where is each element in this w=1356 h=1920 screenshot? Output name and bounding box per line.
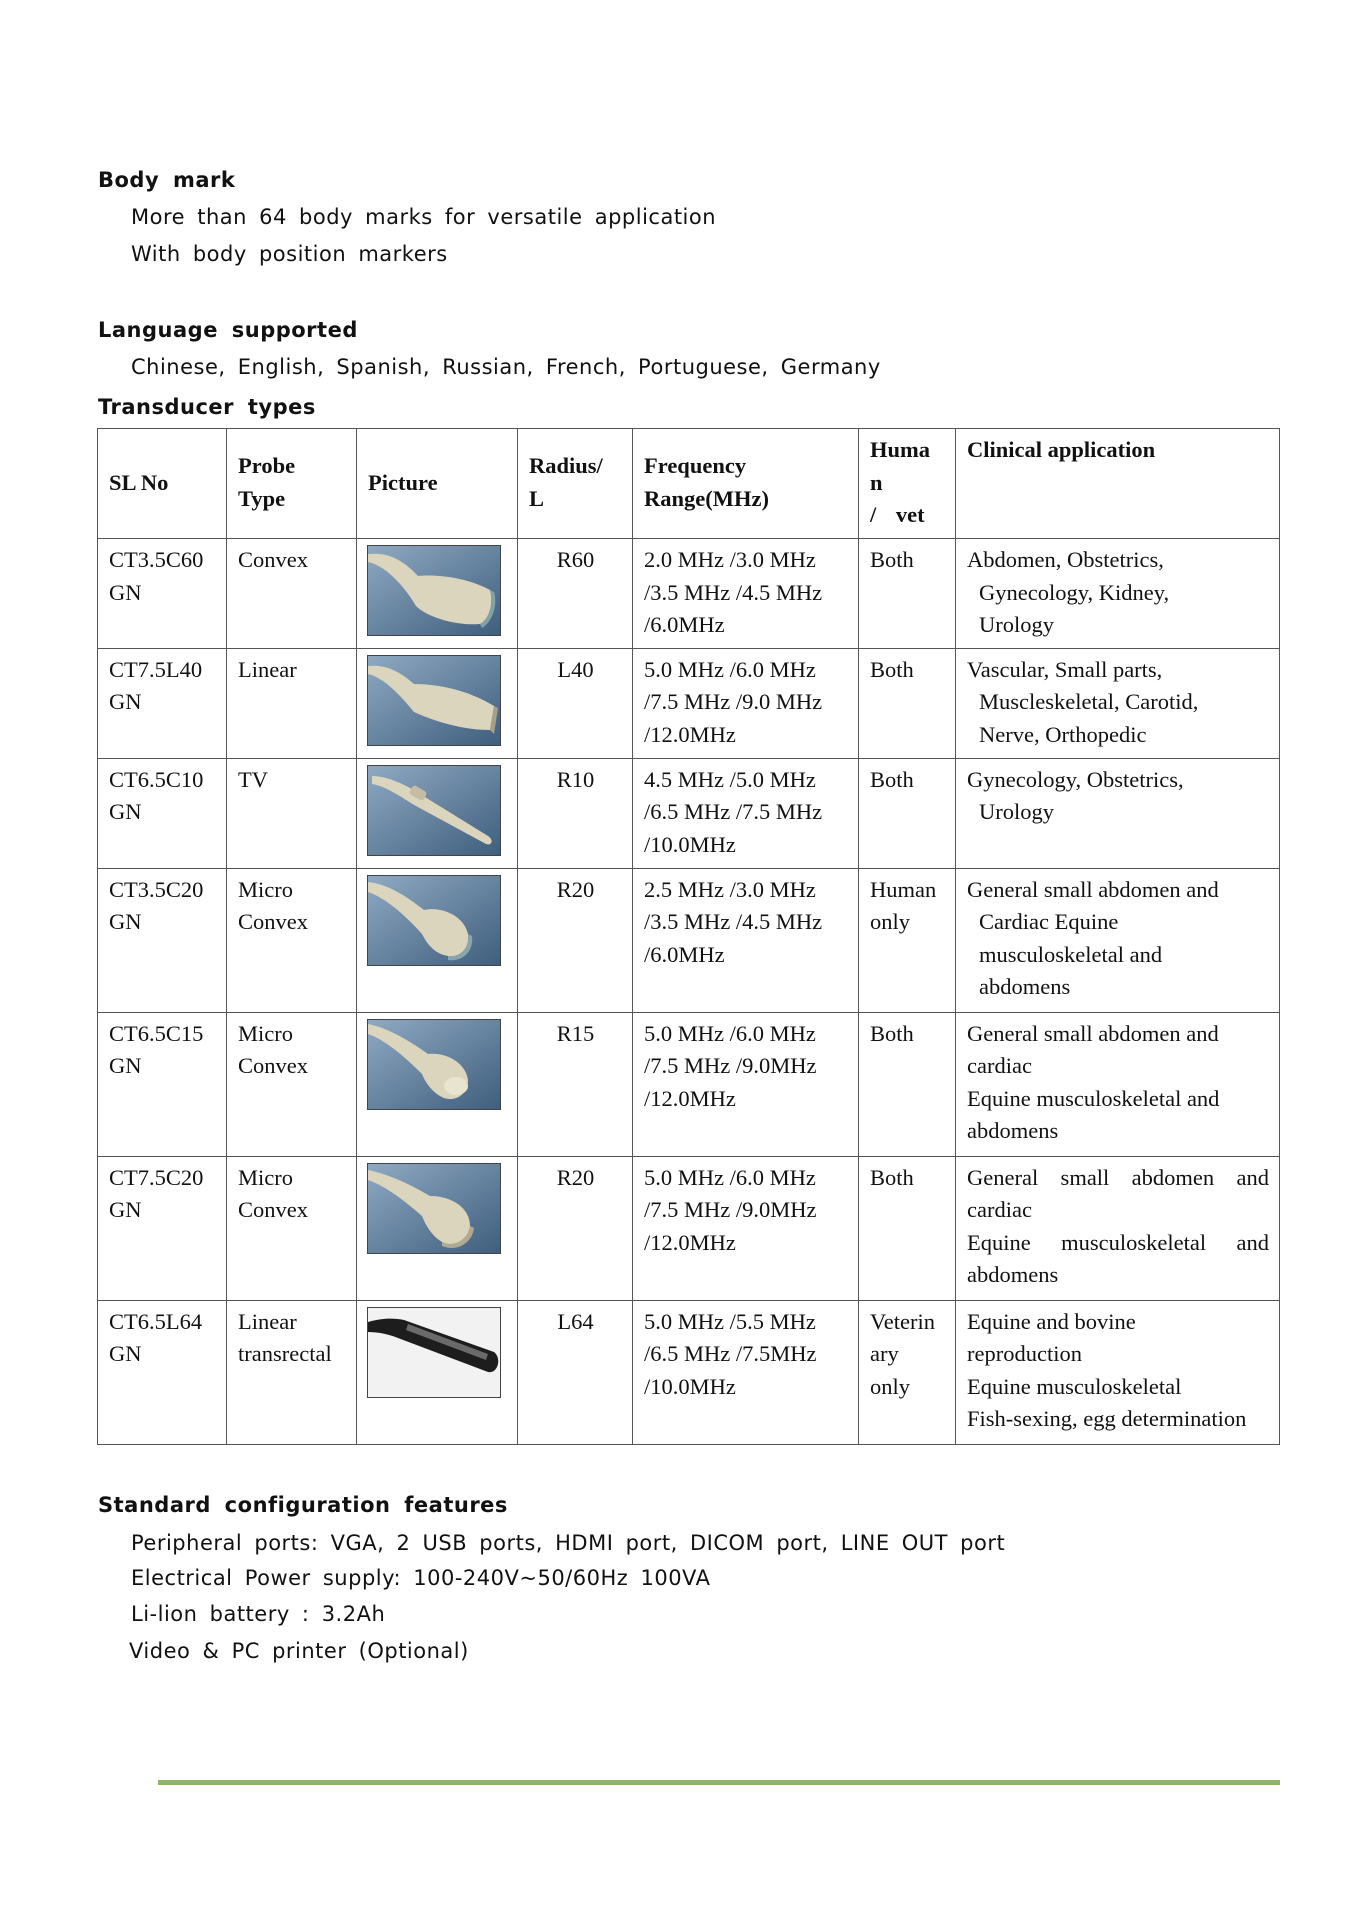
frequency-cell: 4.5 MHz /5.0 MHz /6.5 MHz /7.5 MHz /10.0MHz <box>633 758 859 868</box>
radius-cell: R20 <box>518 868 633 1012</box>
radius-cell: L40 <box>518 648 633 758</box>
sl-no-cell: CT7.5C20 GN <box>98 1156 227 1300</box>
table-header-row <box>98 429 1280 539</box>
radius-cell: L64 <box>518 1300 633 1444</box>
probe-type-cell: Micro Convex <box>227 1156 357 1300</box>
picture-cell <box>357 1156 518 1300</box>
header-radius: Radius/ L <box>518 429 633 539</box>
frequency-cell: 5.0 MHz /6.0 MHz /7.5 MHz /9.0MHz /12.0MHz <box>633 1156 859 1300</box>
probe-type-cell: Linear <box>227 648 357 758</box>
sl-no-cell: CT6.5C15 GN <box>98 1012 227 1156</box>
language-heading: Language supported <box>98 318 358 342</box>
micro-convex-probe-icon <box>367 1163 501 1254</box>
clinical-app-cell: General small abdomen and Cardiac Equine musculoskeletal and abdomens <box>956 868 1280 1012</box>
config-line-power: Electrical Power supply: 100-240V~50/60Hz 100VA <box>131 1566 711 1590</box>
radius-cell: R20 <box>518 1156 633 1300</box>
picture-cell <box>357 1300 518 1444</box>
usage-cell: Both <box>859 1012 956 1156</box>
table-row <box>98 538 1280 648</box>
header-sl-no: SL No <box>98 429 227 539</box>
sl-no-cell: CT7.5L40 GN <box>98 648 227 758</box>
table-row <box>98 868 1280 1012</box>
usage-cell: Both <box>859 1156 956 1300</box>
clinical-app-cell: Equine and bovine reproduction Equine musculoskeletal Fish-sexing, egg determination <box>956 1300 1280 1444</box>
usage-cell: Both <box>859 538 956 648</box>
transrectal-probe-icon <box>367 1307 501 1398</box>
sl-no-cell: CT6.5C10 GN <box>98 758 227 868</box>
clinical-app-cell: General small abdomen and cardiac Equine musculoskeletal and abdomens <box>956 1012 1280 1156</box>
linear-probe-icon <box>367 655 501 746</box>
convex-probe-icon <box>367 545 501 636</box>
picture-cell <box>357 758 518 868</box>
clinical-app-cell: Vascular, Small parts, Muscleskeletal, Carotid, Nerve, Orthopedic <box>956 648 1280 758</box>
body-mark-heading: Body mark <box>98 168 236 192</box>
language-line: Chinese, English, Spanish, Russian, French, Portuguese, Germany <box>131 355 881 379</box>
probe-type-cell: Convex <box>227 538 357 648</box>
clinical-app-cell: Abdomen, Obstetrics, Gynecology, Kidney, Urology <box>956 538 1280 648</box>
frequency-cell: 2.0 MHz /3.0 MHz /3.5 MHz /4.5 MHz /6.0MHz <box>633 538 859 648</box>
config-line-ports: Peripheral ports: VGA, 2 USB ports, HDMI port, DICOM port, LINE OUT port <box>131 1531 1006 1555</box>
frequency-cell: 5.0 MHz /5.5 MHz /6.5 MHz /7.5MHz /10.0MHz <box>633 1300 859 1444</box>
table-row <box>98 648 1280 758</box>
radius-cell: R15 <box>518 1012 633 1156</box>
probe-type-cell: Linear transrectal <box>227 1300 357 1444</box>
table-row <box>98 758 1280 868</box>
frequency-cell: 5.0 MHz /6.0 MHz /7.5 MHz /9.0 MHz /12.0MHz <box>633 648 859 758</box>
header-frequency: Frequency Range(MHz) <box>633 429 859 539</box>
sl-no-cell: CT3.5C20 GN <box>98 868 227 1012</box>
config-line-printer: Video & PC printer (Optional) <box>129 1639 469 1663</box>
clinical-app-cell: General small abdomen and cardiac Equine musculoskeletal and abdomens <box>956 1156 1280 1300</box>
picture-cell <box>357 538 518 648</box>
table-row <box>98 1012 1280 1156</box>
usage-cell: Veterin ary only <box>859 1300 956 1444</box>
table-row <box>98 1156 1280 1300</box>
picture-cell <box>357 868 518 1012</box>
probe-type-cell: Micro Convex <box>227 1012 357 1156</box>
picture-cell <box>357 648 518 758</box>
sl-no-cell: CT6.5L64 GN <box>98 1300 227 1444</box>
body-mark-line-1: More than 64 body marks for versatile application <box>131 205 717 229</box>
header-clinical-application: Clinical application <box>956 429 1280 539</box>
clinical-app-cell: Gynecology, Obstetrics, Urology <box>956 758 1280 868</box>
usage-cell: Both <box>859 648 956 758</box>
header-human-vet: Huma n / vet <box>859 429 956 539</box>
probe-type-cell: Micro Convex <box>227 868 357 1012</box>
table-row <box>98 1300 1280 1444</box>
micro-convex-probe-icon <box>367 1019 501 1110</box>
config-line-battery: Li-lion battery : 3.2Ah <box>131 1602 386 1626</box>
frequency-cell: 5.0 MHz /6.0 MHz /7.5 MHz /9.0MHz /12.0MHz <box>633 1012 859 1156</box>
footer-divider <box>158 1780 1280 1785</box>
usage-cell: Both <box>859 758 956 868</box>
picture-cell <box>357 1012 518 1156</box>
standard-config-heading: Standard configuration features <box>98 1493 508 1517</box>
header-probe-type: Probe Type <box>227 429 357 539</box>
radius-cell: R60 <box>518 538 633 648</box>
radius-cell: R10 <box>518 758 633 868</box>
transducer-heading: Transducer types <box>98 395 316 419</box>
transvaginal-probe-icon <box>367 765 501 856</box>
micro-convex-probe-icon <box>367 875 501 966</box>
transducer-table <box>97 428 1280 1445</box>
frequency-cell: 2.5 MHz /3.0 MHz /3.5 MHz /4.5 MHz /6.0MHz <box>633 868 859 1012</box>
body-mark-line-2: With body position markers <box>131 242 448 266</box>
sl-no-cell: CT3.5C60 GN <box>98 538 227 648</box>
usage-cell: Human only <box>859 868 956 1012</box>
probe-type-cell: TV <box>227 758 357 868</box>
header-picture: Picture <box>357 429 518 539</box>
